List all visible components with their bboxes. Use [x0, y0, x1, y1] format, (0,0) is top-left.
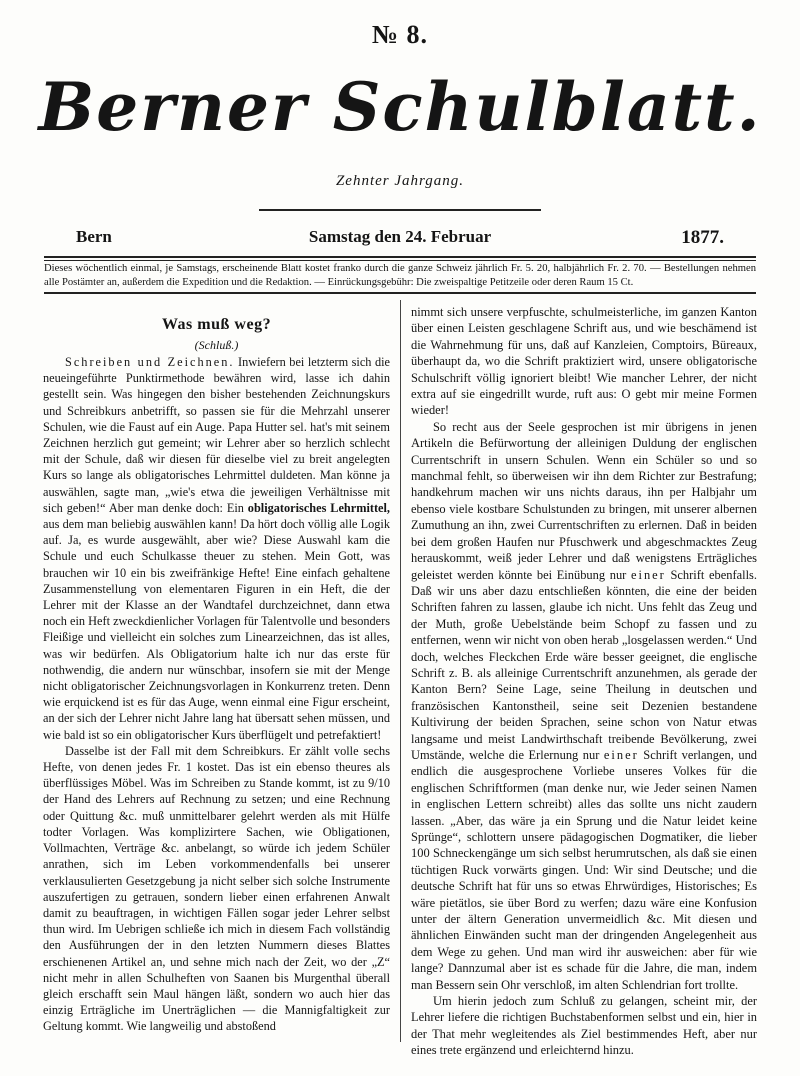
spaced-emphasis: einer — [603, 747, 639, 762]
spaced-emphasis: einer — [630, 567, 666, 582]
article-paragraph: nimmt sich unsere verpfuschte, schulmeisterliche, im ganzen Kanton über einen Leisten geschlagene Schrift aus, und wie beschämend ist die Wahrnehmung für uns, daß auf Kanzleien, Comptoirs, Büreaux, überhaupt da, wo die Schrift praktiziert wird, unsere obligatorische Schulschrift völlig ignoriert bleibt! Wie mancher Lehrer, der nicht extra auf sie eingedrillt wurde, ruft aus: O gebt mir meine Formen wieder! — [411, 305, 757, 418]
dateline-date: Samstag den 24. Februar — [308, 227, 492, 246]
issue-number: № 8. — [371, 20, 429, 49]
column-divider — [400, 300, 401, 1042]
masthead-title: Berner Schulblatt. — [38, 68, 762, 146]
article-paragraph: Schreiben und Zeichnen. Inwiefern bei letzterm sich die neueingeführte Punktirmethode bewähren wird, lasse ich dahin gestellt sein. Was hingegen den bisher bestehenden Zeichnungskurs und Schreibkurs anbetrifft, so passen sie für die Mehrzahl unserer Schulen, wie die Faust auf ein Auge. Papa Hutter sel. hat's mit seinem Zeichnen herzlich gut gemeint; wir Lehrer aber so herzlich schlecht mit der Schule, daß wir diesen für dieselbe viel zu breit angelegten Kurs so lange als obligatorisches Lehrmittel duldeten. Man könne ja auswählen, sagte man, „wie's etwa die jeweiligen Verhältnisse mit sich geben!“ Aber man denke doch: Ein obligatorisches Lehrmittel, aus dem man beliebig auswählen kann! Da hört doch völlig alle Logik auf. Ja, es wurde ausgewählt, aber wie? Diese Auswahl kam die Schule und euch Schulkasse theuer zu stehen. Mein Gott, was brauchen wir 10 ein bis zweifränkige Hefte! Eine einfach gehaltene Zusammenstellung von elementaren Figuren in ein Heft, die der Lehrer mit der Klasse an der Wandtafel durchzeichnet, dann etwa noch ein Heft zweckdienlicher Vorlagen für Talentvolle und besonders Fleißige und vielleicht ein solches zum Linearzeichnen, das ist alles, was wir bedürfen. Als Obligatorium halte ich nur das erste für nothwendig, die andern nur wünschbar, insofern sie mit der Menge nicht obligatorischer Zeichnungsvorlagen in Konkurrenz treten. Denn wie erquickend ist es für das Auge, wenn einmal eine Figur erscheint, an der sich der Lehrer nicht Jahre lang hat übersatt sehen müssen, und wie bald ist so ein obligatorischer Kurs überflügelt und petrefaktiert! — [43, 355, 391, 742]
emphasis-text: obligatorisches Lehrmittel, — [247, 500, 391, 515]
masthead-rule — [259, 209, 541, 211]
section-heading: Schreiben und Zeichnen. — [65, 355, 235, 369]
right-column — [411, 304, 757, 1059]
article-paragraph: Dasselbe ist der Fall mit dem Schreibkurs. Er zählt volle sechs Hefte, von denen jedes Fr. 1 kostet. Das ist ein ebenso theures als überflüssiges Möbel. Was im Schreiben zu Stande kommt, ist zu 9/10 der Hand des Lehrers auf Rechnung zu setzen; und eine Rechnung oder Quittung &c. muß unmittelbarer gelehrt werden als mit Hülfe todter Vorlagen. Was komplizirtere Sachen, wie Obligationen, Vollmachten, Verträge &c. anbelangt, so würde ich jedem Schüler anrathen, sich im Leben vorkommendenfalls bei unserer verklausulierten Gesetzgebung ja nicht selber sich solche Instrumente auszufertigen zu getrauen, sondern lieber einen erfahrenen Anwalt damit zu beauftragen, in wichtigen Fällen sogar jeder Lehrer selbst thun wird. Im Uebrigen schließe ich mich in diesem Fach vollständig den Ausführungen der in den letzten Nummern dieses Blattes erschienenen Artikel an, und sehne mich nach der Zeit, wo der „Z“ nicht mehr in allen Schulheften von Saanen bis Murgenthal überall gleich erschafft sein Maul hängen läßt, sondern wo auch hier das einzig Erträgliche im Unerträglichen — die Mannigfaltigkeit zur Geltung kommt. Wie langweilig und abstoßend — [43, 743, 390, 1034]
dateline-year: 1877. — [681, 227, 724, 248]
dateline-place: Bern — [76, 227, 112, 246]
header-rule-top — [44, 256, 756, 261]
left-column — [43, 300, 390, 1035]
article-paragraph: So recht aus der Seele gesprochen ist mir übrigens in jenen Artikeln die Befürwortung der alleinigen Duldung der englischen Currentschrift in unsern Schulen. Wenn ein Schüler so und so manchmal fehlt, so überweisen wir ihn dem Richter zur Bestrafung; handkehrum machen wir uns nichts daraus, ihn per Halbjahr um ebenso viele kostbare Schulstunden zu bringen, mit unserer albernen Zumuthung an ihn, zwei Currentschriften zu erlernen. Daß in beiden bei dem großen Haufen nur Pfuschwerk und abgeschmacktes Zeug herauskommt, weiß jeder Lehrer und daß wenigstens Erträgliches geleistet werden könnte bei Einübung nur einer Schrift ebenfalls. Daß wir uns aber dazu entschließen könnten, die eine der beiden Schriften fahren zu lassen, glaube ich nicht. Uns fehlt das Zeug und der Muth, große Uebelstände beim Schopf zu fassen und zu entfernen, wenn wir nicht von oben herab „losgelassen werden.“ Und doch, welches Fleckchen Erde wäre besser geeignet, die englische Schrift z. B. als alleinige Currentschrift anzunehmen, als gerade der Kanton Bern? Seine Lage, seine Theilung in deutschen und französischen Kantonstheil, seine seit Dezenien bestandene Kultivirung der beiden Sprachen, seine schon von Natur etwas langsame und meist Landwirthschaft treibende Bevölkerung, zwei Umstände, welche die Erlernung nur einer Schrift verlangen, und endlich die ausgesprochene Vorliebe unseres Volkes für die englischen Schriftformen (man denke nur, wie Jeder seinen Namen in englischen Lettern schreibt) alles das sollte uns nicht zaudern lassen. „Aber, das wäre ja ein Sprung und die Natur leidet keine Sprünge“, schlottern unsere pädagogischen Dogmatiker, die lieber 100 Schneckengänge um sich selbst herumrutschen, als daß sie einen tüchtigen Ruck vorwärts gingen. Und: Wir sind Deutsche; und die deutsche Schrift hat für uns so etwas Ehrwürdiges, Historisches; Es wäre pietätlos, sie über Bord zu werfen; dazu wäre eine Konfusion unter der ältern Generation unvermeidlich &c. Mit diesen und ähnlichen Einwänden sucht man der dringenden Angelegenheit aus dem Wege zu gehen. Und man wird ihr ausweichen: aber für wie lange? Dannzumal aber ist es schade für die Jahre, die man, indem man Bessern sein Ohr verschloß, im alten Schlendrian fort trollte. — [411, 419, 758, 992]
volume-line: Zehnter Jahrgang. — [335, 173, 465, 189]
article-subtitle: (Schluß.) — [194, 338, 239, 352]
article-paragraph: Um hierin jedoch zum Schluß zu gelangen, scheint mir, der Lehrer liefere die richtigen Buchstabenformen selbst und ein, hier in der That mehr wegleitendes als Ziel bestimmendes Heft, aber nur eines trete ergänzend und erleichternd hinzu. — [411, 994, 757, 1058]
header-rule-bottom — [44, 292, 756, 294]
dateline — [76, 227, 724, 251]
subscription-notice: Dieses wöchentlich einmal, je Samstags, erscheinende Blatt kostet franko durch die ganze Schweiz jährlich Fr. 5. 20, halbjährlich Fr. 2. 70. — Bestellungen nehmen alle Postämter an, außerdem die Expedition und die Redaktion. — Einrückungsgebühr: Die zweispaltige Petitzeile oder deren Raum 15 Ct. — [44, 263, 756, 288]
article-title: Was muß weg? — [161, 316, 272, 333]
